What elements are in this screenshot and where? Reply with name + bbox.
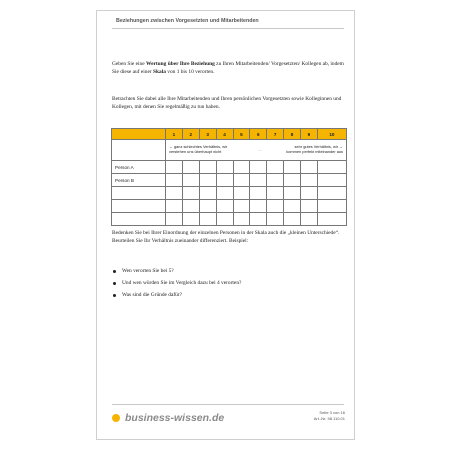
rating-cell[interactable] [284, 200, 301, 213]
table-row [112, 187, 347, 200]
scale-header-row [112, 129, 347, 140]
rating-cell[interactable] [317, 161, 346, 174]
rating-cell[interactable] [301, 187, 318, 200]
rating-cell[interactable] [199, 187, 216, 200]
rating-cell[interactable] [250, 187, 267, 200]
header-rule [112, 28, 344, 29]
rating-cell[interactable] [233, 174, 250, 187]
rating-cell[interactable] [166, 174, 183, 187]
rating-cell[interactable] [166, 187, 183, 200]
rating-cell[interactable] [317, 187, 346, 200]
logo-dot-icon [112, 414, 120, 422]
rating-scale-table [111, 128, 347, 226]
rating-cell[interactable] [267, 174, 284, 187]
list-item: Wen verorten Sie bei 5? [112, 265, 241, 277]
list-item: Was sind die Gründe dafür? [112, 289, 241, 301]
example-question-list [112, 265, 241, 301]
row-label-person-a: Person A [112, 161, 166, 174]
page-header-title: Beziehungen zwischen Vorgesetzten und Mitarbeitenden [116, 18, 259, 24]
rating-cell[interactable] [216, 174, 233, 187]
rating-cell[interactable] [199, 161, 216, 174]
rating-cell[interactable] [317, 174, 346, 187]
scale-col-1: 1 [166, 129, 183, 140]
footer-page-info [314, 410, 345, 422]
desc-empty-cell [112, 140, 166, 161]
row-label-person-b: Person B [112, 174, 166, 187]
rating-cell[interactable] [182, 161, 199, 174]
rating-cell[interactable] [267, 187, 284, 200]
scale-col-10: 10 [317, 129, 346, 140]
rating-cell[interactable] [199, 174, 216, 187]
intro-text-c: zu Ihren Mitarbeitenden/ Vorgesetzten/ Kollegen ab, indem Sie diese auf einer [112, 61, 344, 75]
scale-col-7: 7 [267, 129, 284, 140]
scale-col-3: 3 [199, 129, 216, 140]
rating-cell[interactable] [301, 174, 318, 187]
footer-rule [112, 404, 344, 405]
rating-cell[interactable] [199, 213, 216, 226]
scale-header-empty [112, 129, 166, 140]
row-label-empty[interactable] [112, 213, 166, 226]
scale-col-2: 2 [182, 129, 199, 140]
rating-cell[interactable] [284, 187, 301, 200]
intro-paragraph-1 [112, 60, 344, 76]
rating-cell[interactable] [166, 200, 183, 213]
rating-cell[interactable] [250, 161, 267, 174]
rating-cell[interactable] [267, 213, 284, 226]
rating-cell[interactable] [233, 200, 250, 213]
intro-bold-rating: Wertung über Ihre Beziehung [145, 61, 215, 67]
rating-cell[interactable] [182, 174, 199, 187]
rating-cell[interactable] [267, 200, 284, 213]
rating-cell[interactable] [250, 213, 267, 226]
scale-col-8: 8 [284, 129, 301, 140]
logo-text: business-wissen.de [125, 412, 225, 424]
scale-col-4: 4 [216, 129, 233, 140]
rating-cell[interactable] [233, 187, 250, 200]
rating-cell[interactable] [233, 213, 250, 226]
rating-cell[interactable] [182, 200, 199, 213]
rating-cell[interactable] [267, 161, 284, 174]
page-number: Seite 3 von 16 [319, 410, 345, 415]
intro-paragraph-2: Betrachten Sie dabei alle Ihre Mitarbeitenden und Ihren persönlichen Vorgesetzten sowie Kolleginnen und Kollegen, mit denen Sie regelmäßig zu tun haben. [112, 96, 342, 110]
rating-cell[interactable] [216, 213, 233, 226]
intro-text-a: Geben Sie eine [112, 61, 146, 67]
section2-paragraph: Bedenken Sie bei Ihrer Einordnung der einzelnen Personen in der Skala auch die „kleinen Unterschiede“. Beurteilen Sie Ihr Verhältnis zueinander differenziert. Beispiel: [112, 230, 340, 244]
scale-desc-right: sehr gutes Verhältnis, wir → kommen perfekt miteinander aus [286, 144, 343, 154]
row-label-empty[interactable] [112, 200, 166, 213]
rating-cell[interactable] [317, 213, 346, 226]
table-row [112, 213, 347, 226]
scale-col-6: 6 [250, 129, 267, 140]
rating-cell[interactable] [250, 174, 267, 187]
table-row [112, 174, 347, 187]
scale-col-9: 9 [301, 129, 318, 140]
rating-cell[interactable] [233, 161, 250, 174]
article-number: Art.-Nr. 98.110.01 [313, 416, 345, 421]
scale-col-5: 5 [233, 129, 250, 140]
rating-cell[interactable] [301, 161, 318, 174]
scale-desc-left: ← ganz schlechtes Verhältnis, wir verstehen uns überhaupt nicht [169, 144, 228, 154]
intro-text-e: von 1 bis 10 verorten. [165, 69, 215, 75]
rating-cell[interactable] [216, 187, 233, 200]
scale-description-cell [166, 140, 347, 161]
scale-desc-mid: … [258, 146, 262, 152]
business-wissen-logo[interactable] [112, 412, 224, 424]
rating-cell[interactable] [182, 213, 199, 226]
row-label-empty[interactable] [112, 187, 166, 200]
intro-bold-scale: Skala [153, 69, 166, 75]
rating-cell[interactable] [301, 200, 318, 213]
rating-cell[interactable] [284, 174, 301, 187]
rating-cell[interactable] [166, 213, 183, 226]
rating-cell[interactable] [216, 161, 233, 174]
rating-cell[interactable] [199, 200, 216, 213]
rating-cell[interactable] [317, 200, 346, 213]
table-row [112, 161, 347, 174]
rating-cell[interactable] [216, 200, 233, 213]
scale-description-row [112, 140, 347, 161]
rating-cell[interactable] [166, 161, 183, 174]
rating-cell[interactable] [250, 200, 267, 213]
rating-cell[interactable] [284, 161, 301, 174]
rating-cell[interactable] [182, 187, 199, 200]
list-item: Und wen würden Sie im Vergleich dazu bei 4 verorten? [112, 277, 241, 289]
rating-cell[interactable] [301, 213, 318, 226]
rating-cell[interactable] [284, 213, 301, 226]
table-row [112, 200, 347, 213]
